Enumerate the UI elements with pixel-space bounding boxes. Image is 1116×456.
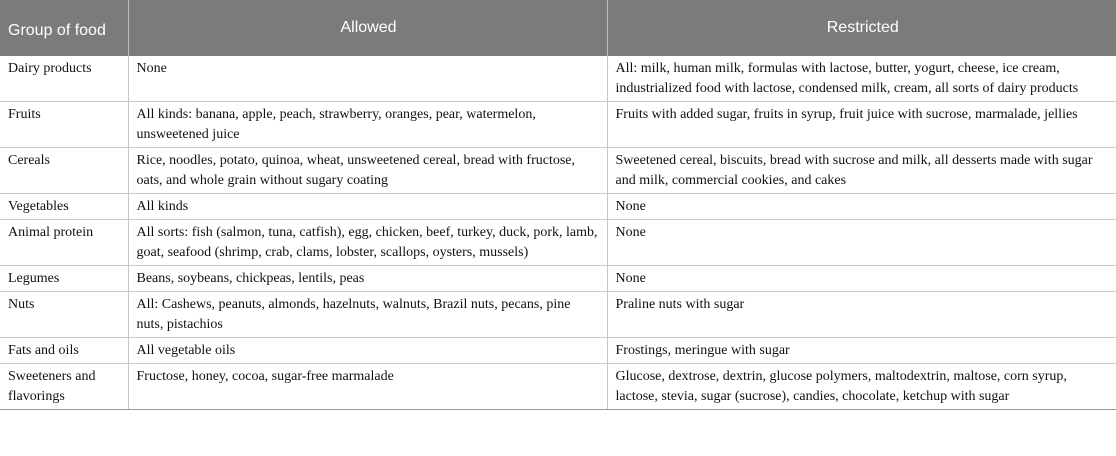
group-cell: Dairy products xyxy=(0,56,128,102)
group-cell: Vegetables xyxy=(0,194,128,220)
table-header xyxy=(0,0,1116,56)
group-cell: Fats and oils xyxy=(0,338,128,364)
restricted-cell: Glucose, dextrose, dextrin, glucose polymers, maltodextrin, maltose, corn syrup, lactose, stevia, sugar (sucrose), candies, chocolate, ketchup with sugar xyxy=(607,364,1116,410)
table-row xyxy=(0,102,1116,148)
restricted-cell: Praline nuts with sugar xyxy=(607,292,1116,338)
header-row xyxy=(0,0,1116,56)
header-group-of-food: Group of food xyxy=(0,0,128,56)
group-cell: Legumes xyxy=(0,266,128,292)
table-row xyxy=(0,148,1116,194)
group-cell: Sweeteners and flavorings xyxy=(0,364,128,410)
table-row xyxy=(0,56,1116,102)
group-cell: Cereals xyxy=(0,148,128,194)
header-restricted: Restricted xyxy=(607,0,1116,56)
table-row xyxy=(0,266,1116,292)
restricted-cell: None xyxy=(607,266,1116,292)
group-cell: Fruits xyxy=(0,102,128,148)
table-row xyxy=(0,292,1116,338)
restricted-cell: Fruits with added sugar, fruits in syrup, fruit juice with sucrose, marmalade, jellies xyxy=(607,102,1116,148)
table-row xyxy=(0,220,1116,266)
allowed-cell: Rice, noodles, potato, quinoa, wheat, unsweetened cereal, bread with fructose, oats, and whole grain without sugary coating xyxy=(128,148,607,194)
allowed-cell: All: Cashews, peanuts, almonds, hazelnuts, walnuts, Brazil nuts, pecans, pine nuts, pistachios xyxy=(128,292,607,338)
restricted-cell: Frostings, meringue with sugar xyxy=(607,338,1116,364)
allowed-cell: All vegetable oils xyxy=(128,338,607,364)
allowed-cell: All kinds: banana, apple, peach, strawberry, oranges, pear, watermelon, unsweetened juice xyxy=(128,102,607,148)
table-row xyxy=(0,194,1116,220)
allowed-cell: All kinds xyxy=(128,194,607,220)
allowed-cell: Beans, soybeans, chickpeas, lentils, peas xyxy=(128,266,607,292)
allowed-cell: Fructose, honey, cocoa, sugar-free marmalade xyxy=(128,364,607,410)
restricted-cell: None xyxy=(607,220,1116,266)
allowed-cell: None xyxy=(128,56,607,102)
allowed-cell: All sorts: fish (salmon, tuna, catfish), egg, chicken, beef, turkey, duck, pork, lamb, goat, seafood (shrimp, crab, clams, lobster, scallops, oysters, mussels) xyxy=(128,220,607,266)
group-cell: Nuts xyxy=(0,292,128,338)
restricted-cell: All: milk, human milk, formulas with lactose, butter, yogurt, cheese, ice cream, industrialized food with lactose, condensed milk, cream, all sorts of dairy products xyxy=(607,56,1116,102)
restricted-cell: None xyxy=(607,194,1116,220)
table-row xyxy=(0,364,1116,410)
group-cell: Animal protein xyxy=(0,220,128,266)
table-row xyxy=(0,338,1116,364)
header-allowed: Allowed xyxy=(128,0,607,56)
restricted-cell: Sweetened cereal, biscuits, bread with sucrose and milk, all desserts made with sugar and milk, commercial cookies, and cakes xyxy=(607,148,1116,194)
table-body xyxy=(0,56,1116,410)
